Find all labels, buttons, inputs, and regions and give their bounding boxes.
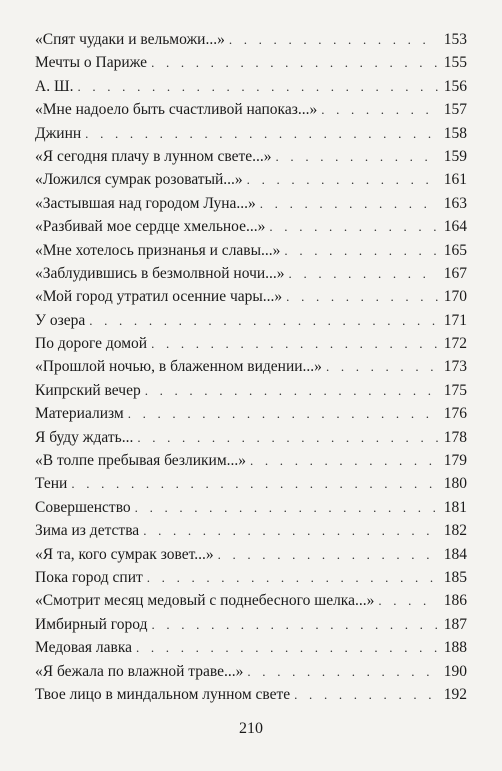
dot-leader [247,660,438,683]
toc-entry-title: Совершенство [35,498,131,516]
toc-entry-title: «Заблудившись в безмолвной ночи...» [35,264,285,282]
dot-leader [378,589,438,612]
toc-entry [35,589,467,612]
toc-entry-page: 155 [443,54,467,72]
toc-entry-page: 192 [443,685,467,703]
toc-entry-page: 170 [443,288,467,306]
toc-entry-page: 165 [443,241,467,259]
toc-entry-page: 187 [443,615,467,633]
toc-entry [35,426,467,449]
toc-entry-title: Медовая лавка [35,639,132,657]
toc-entry [35,168,467,191]
dot-leader [151,613,438,636]
toc-entry-page: 167 [443,264,467,282]
toc-entry-page: 156 [443,77,467,95]
toc-entry-title: «Смотрит месяц медовый с поднебесного шелка...» [35,592,375,610]
toc-entry-title: Кипрский вечер [35,381,141,399]
toc-entry-title: Тени [35,475,68,493]
toc-entry-title: «Мне хотелось признанья и славы...» [35,241,281,259]
toc-entry-title: «Мой город утратил осенние чары...» [35,288,283,306]
toc-entry [35,309,467,332]
toc-entry-title: Мечты о Париже [35,54,148,72]
toc-entry [35,122,467,145]
toc-entry [35,519,467,542]
dot-leader [143,519,438,542]
dot-leader [276,145,438,168]
toc-entry-page: 185 [443,568,467,586]
toc-entry-title: По дороге домой [35,335,148,353]
dot-leader [326,355,438,378]
toc-entry-title: «Я сегодня плачу в лунном свете...» [35,147,272,165]
toc-entry-title: «Разбивай мое сердце хмельное...» [35,218,266,236]
toc-entry [35,379,467,402]
toc-entry [35,683,467,706]
dot-leader [151,332,438,355]
toc-entry [35,355,467,378]
dot-leader [89,309,438,332]
page-number: 210 [239,720,263,737]
toc-entry-page: 153 [443,31,467,48]
dot-leader [229,28,438,51]
dot-leader [85,122,438,145]
toc-entry-title: «Спят чудаки и вельможи...» [35,31,225,48]
toc-entry-page: 184 [443,545,467,563]
toc-entry-title: Материализм [35,405,124,423]
toc-entry [35,262,467,285]
dot-leader [135,496,438,519]
dot-leader [247,168,438,191]
toc-entry [35,239,467,262]
toc-entry-title: Имбирный город [35,615,148,633]
toc-entry [35,402,467,425]
toc-entry-title: У озера [35,311,86,329]
toc-entry [35,496,467,519]
dot-leader [289,262,438,285]
toc-entry-title: «В толпе пребывая безликим...» [35,452,246,470]
toc-entry-page: 172 [443,335,467,353]
dot-leader [321,98,438,121]
toc-entry [35,566,467,589]
toc-entry-title: «Прошлой ночью, в блаженном видении...» [35,358,322,376]
toc-entry-title: Зима из детства [35,522,140,540]
toc-entry-title: А. Ш. [35,77,74,95]
toc-entry-title: «Застывшая над городом Луна...» [35,194,256,212]
toc-entry-title: Джинн [35,124,82,142]
toc-entry-page: 186 [443,592,467,610]
toc-entry [35,285,467,308]
toc-entry [35,472,467,495]
dot-leader [286,285,438,308]
toc-entry [35,636,467,659]
dot-leader [151,51,438,74]
toc-entry [35,145,467,168]
toc-entry-title: Я буду ждать... [35,428,134,446]
toc-entry-page: 173 [443,358,467,376]
toc-entry [35,543,467,566]
toc-entry-title: Пока город спит [35,568,143,586]
toc-entry-title: «Ложился сумрак розоватый...» [35,171,243,189]
toc-entry-page: 181 [443,498,467,516]
toc-entry-page: 163 [443,194,467,212]
toc-entry-page: 171 [443,311,467,329]
dot-leader [284,239,438,262]
dot-leader [250,449,438,472]
toc-entry [35,75,467,98]
toc-entry-page: 164 [443,218,467,236]
toc-entry [35,449,467,472]
toc-entry-title: «Мне надоело быть счастливой напоказ...» [35,101,318,119]
toc-entry-page: 175 [443,381,467,399]
dot-leader [145,379,438,402]
dot-leader [128,402,438,425]
dot-leader [260,192,438,215]
dot-leader [218,543,438,566]
toc-entry [35,192,467,215]
dot-leader [71,472,438,495]
toc-entry-title: Твое лицо в миндальном лунном свете [35,685,291,703]
dot-leader [137,426,438,449]
toc-entry [35,98,467,121]
table-of-contents [35,28,467,706]
toc-entry-page: 161 [443,171,467,189]
dot-leader [294,683,438,706]
toc-entry [35,613,467,636]
toc-entry-page: 190 [443,662,467,680]
toc-entry-page: 159 [443,147,467,165]
toc-entry-page: 188 [443,639,467,657]
toc-entry-page: 178 [443,428,467,446]
dot-leader [136,636,438,659]
toc-entry-page: 180 [443,475,467,493]
toc-entry [35,215,467,238]
toc-entry-title: «Я бежала по влажной траве...» [35,662,244,680]
toc-entry [35,660,467,683]
toc-entry-page: 179 [443,452,467,470]
dot-leader [269,215,438,238]
toc-entry-page: 182 [443,522,467,540]
toc-entry [35,28,467,51]
toc-entry-page: 176 [443,405,467,423]
toc-entry [35,51,467,74]
toc-entry-title: «Я та, кого сумрак зовет...» [35,545,214,563]
toc-entry-page: 158 [443,124,467,142]
toc-entry-page: 157 [443,101,467,119]
toc-entry [35,332,467,355]
dot-leader [147,566,438,589]
dot-leader [77,75,438,98]
